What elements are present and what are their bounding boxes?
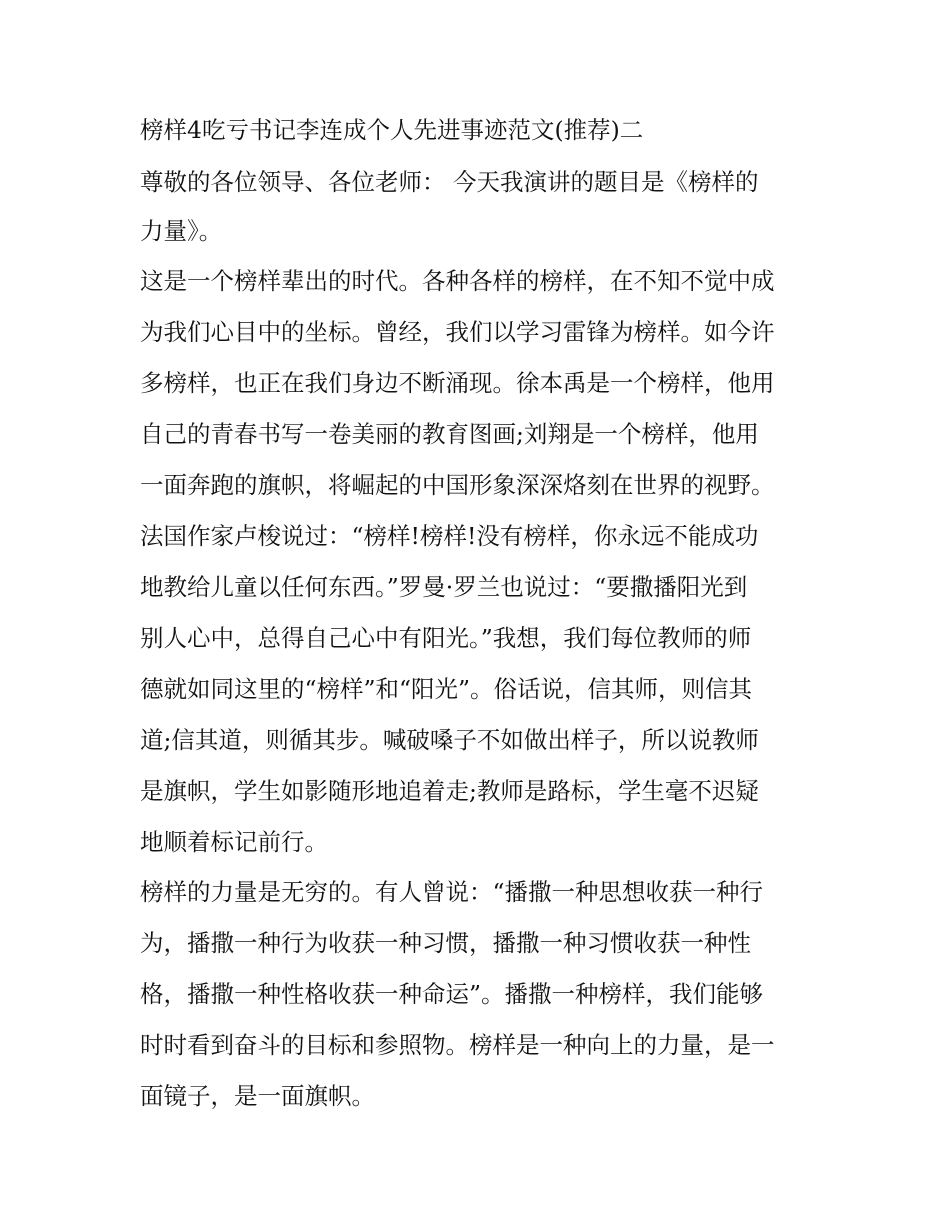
text-line: 地顺着标记前行。	[140, 828, 328, 856]
text-line: 多榜样，也正在我们身边不断涌现。徐本禹是一个榜样，他用	[140, 369, 775, 397]
text-line: 力量》。	[140, 217, 223, 245]
document-title: 榜样4吃亏书记李连成个人先进事迹范文(推荐)二	[140, 116, 644, 144]
text-line: 时时看到奋斗的目标和参照物。榜样是一种向上的力量，是一	[140, 1031, 775, 1059]
text-line: 格，播撒一种性格收获一种命运”。播撒一种榜样，我们能够	[140, 980, 764, 1008]
text-line: 为，播撒一种行为收获一种习惯，播撒一种习惯收获一种性	[140, 929, 751, 957]
text-line: 地教给儿童以任何东西。”罗曼·罗兰也说过：“要撒播阳光到	[140, 573, 748, 601]
text-line: 为我们心目中的坐标。曾经，我们以学习雷锋为榜样。如今许	[140, 318, 775, 346]
text-line: 德就如同这里的“榜样”和“阳光”。俗话说，信其师，则信其	[140, 675, 753, 703]
text-line: 尊敬的各位领导、各位老师： 今天我演讲的题目是《榜样的	[140, 168, 759, 196]
text-line: 别人心中，总得自己心中有阳光。”我想，我们每位教师的师	[140, 624, 752, 652]
text-line: 是旗帜，学生如影随形地追着走;教师是路标，学生毫不迟疑	[140, 777, 759, 805]
text-line: 这是一个榜样辈出的时代。各种各样的榜样，在不知不觉中成	[140, 267, 775, 295]
text-line: 自己的青春书写一卷美丽的教育图画;刘翔是一个榜样，他用	[140, 420, 759, 448]
text-line: 法国作家卢梭说过：“榜样!榜样!没有榜样，你永远不能成功	[140, 522, 759, 550]
text-line: 一面奔跑的旗帜，将崛起的中国形象深深烙刻在世界的视野。	[140, 471, 775, 499]
text-line: 榜样的力量是无穷的。有人曾说：“播撒一种思想收获一种行	[140, 878, 764, 906]
text-line: 道;信其道，则循其步。喊破嗓子不如做出样子，所以说教师	[140, 726, 759, 754]
text-line: 面镜子，是一面旗帜。	[140, 1082, 375, 1110]
